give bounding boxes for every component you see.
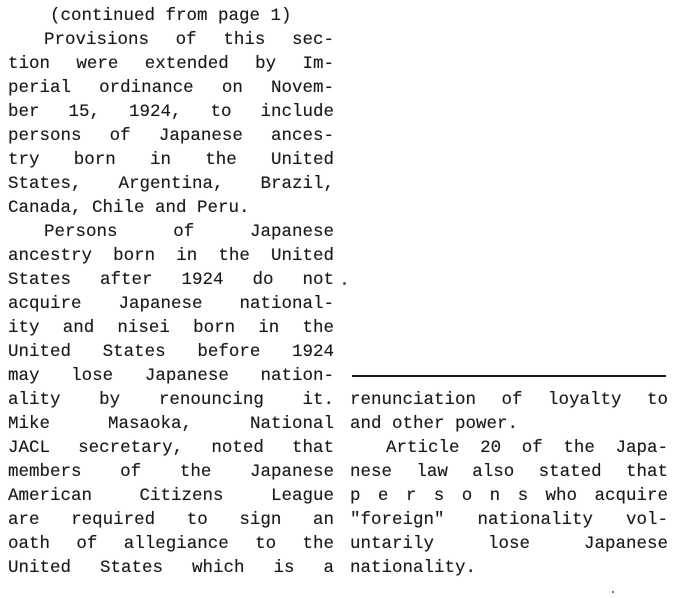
paragraph-line: American Citizens League [8, 486, 334, 506]
paragraph-line: States, Argentina, Brazil, [8, 174, 334, 194]
paragraph-line: Mike Masaoka, National [8, 414, 334, 434]
paragraph-line: and other power. [350, 414, 519, 434]
left-column [8, 4, 334, 580]
paragraph-line: ber 15, 1924, to include [8, 102, 334, 122]
paragraph-line: try born in the United [8, 150, 334, 170]
paragraph-line: Persons of Japanese [44, 222, 334, 242]
paragraph-line: tion were extended by Im- [8, 54, 334, 74]
paragraph-line: ancestry born in the United [8, 246, 334, 266]
paragraph-line: JACL secretary, noted that [8, 438, 334, 458]
print-speck [343, 282, 346, 285]
right-column [350, 388, 668, 580]
paragraph-line: "foreign" nationality vol- [350, 510, 668, 530]
paragraph-line: members of the Japanese [8, 462, 334, 482]
paragraph-line: United States which is a [8, 558, 334, 578]
paragraph-line: oath of allegiance to the [8, 534, 334, 554]
paragraph-line: nationality. [350, 558, 477, 578]
paragraph-line: United States before 1924 [8, 342, 334, 362]
continued-note: (continued from page 1) [50, 6, 292, 26]
paragraph-line: are required to sign an [8, 510, 334, 530]
paragraph-line: may lose Japanese nation- [8, 366, 334, 386]
paragraph-line: ality by renouncing it. [8, 390, 334, 410]
paragraph-line: perial ordinance on Novem- [8, 78, 334, 98]
paragraph-line: States after 1924 do not [8, 270, 334, 290]
paragraph-line: nese law also stated that [350, 462, 668, 482]
print-speck [612, 591, 614, 593]
paragraph-line: ity and nisei born in the [8, 318, 334, 338]
paragraph-line: Provisions of this sec- [44, 30, 334, 50]
paragraph-line: p e r s o n s who acquire [350, 486, 668, 506]
paragraph-line: acquire Japanese national- [8, 294, 334, 314]
paragraph-line: Article 20 of the Japa- [386, 438, 668, 458]
paragraph-line: renunciation of loyalty to [350, 390, 668, 410]
paragraph-line: Canada, Chile and Peru. [8, 198, 250, 218]
paragraph-line: persons of Japanese ances- [8, 126, 334, 146]
column-divider-rule [352, 375, 666, 377]
paragraph-line: untarily lose Japanese [350, 534, 668, 554]
